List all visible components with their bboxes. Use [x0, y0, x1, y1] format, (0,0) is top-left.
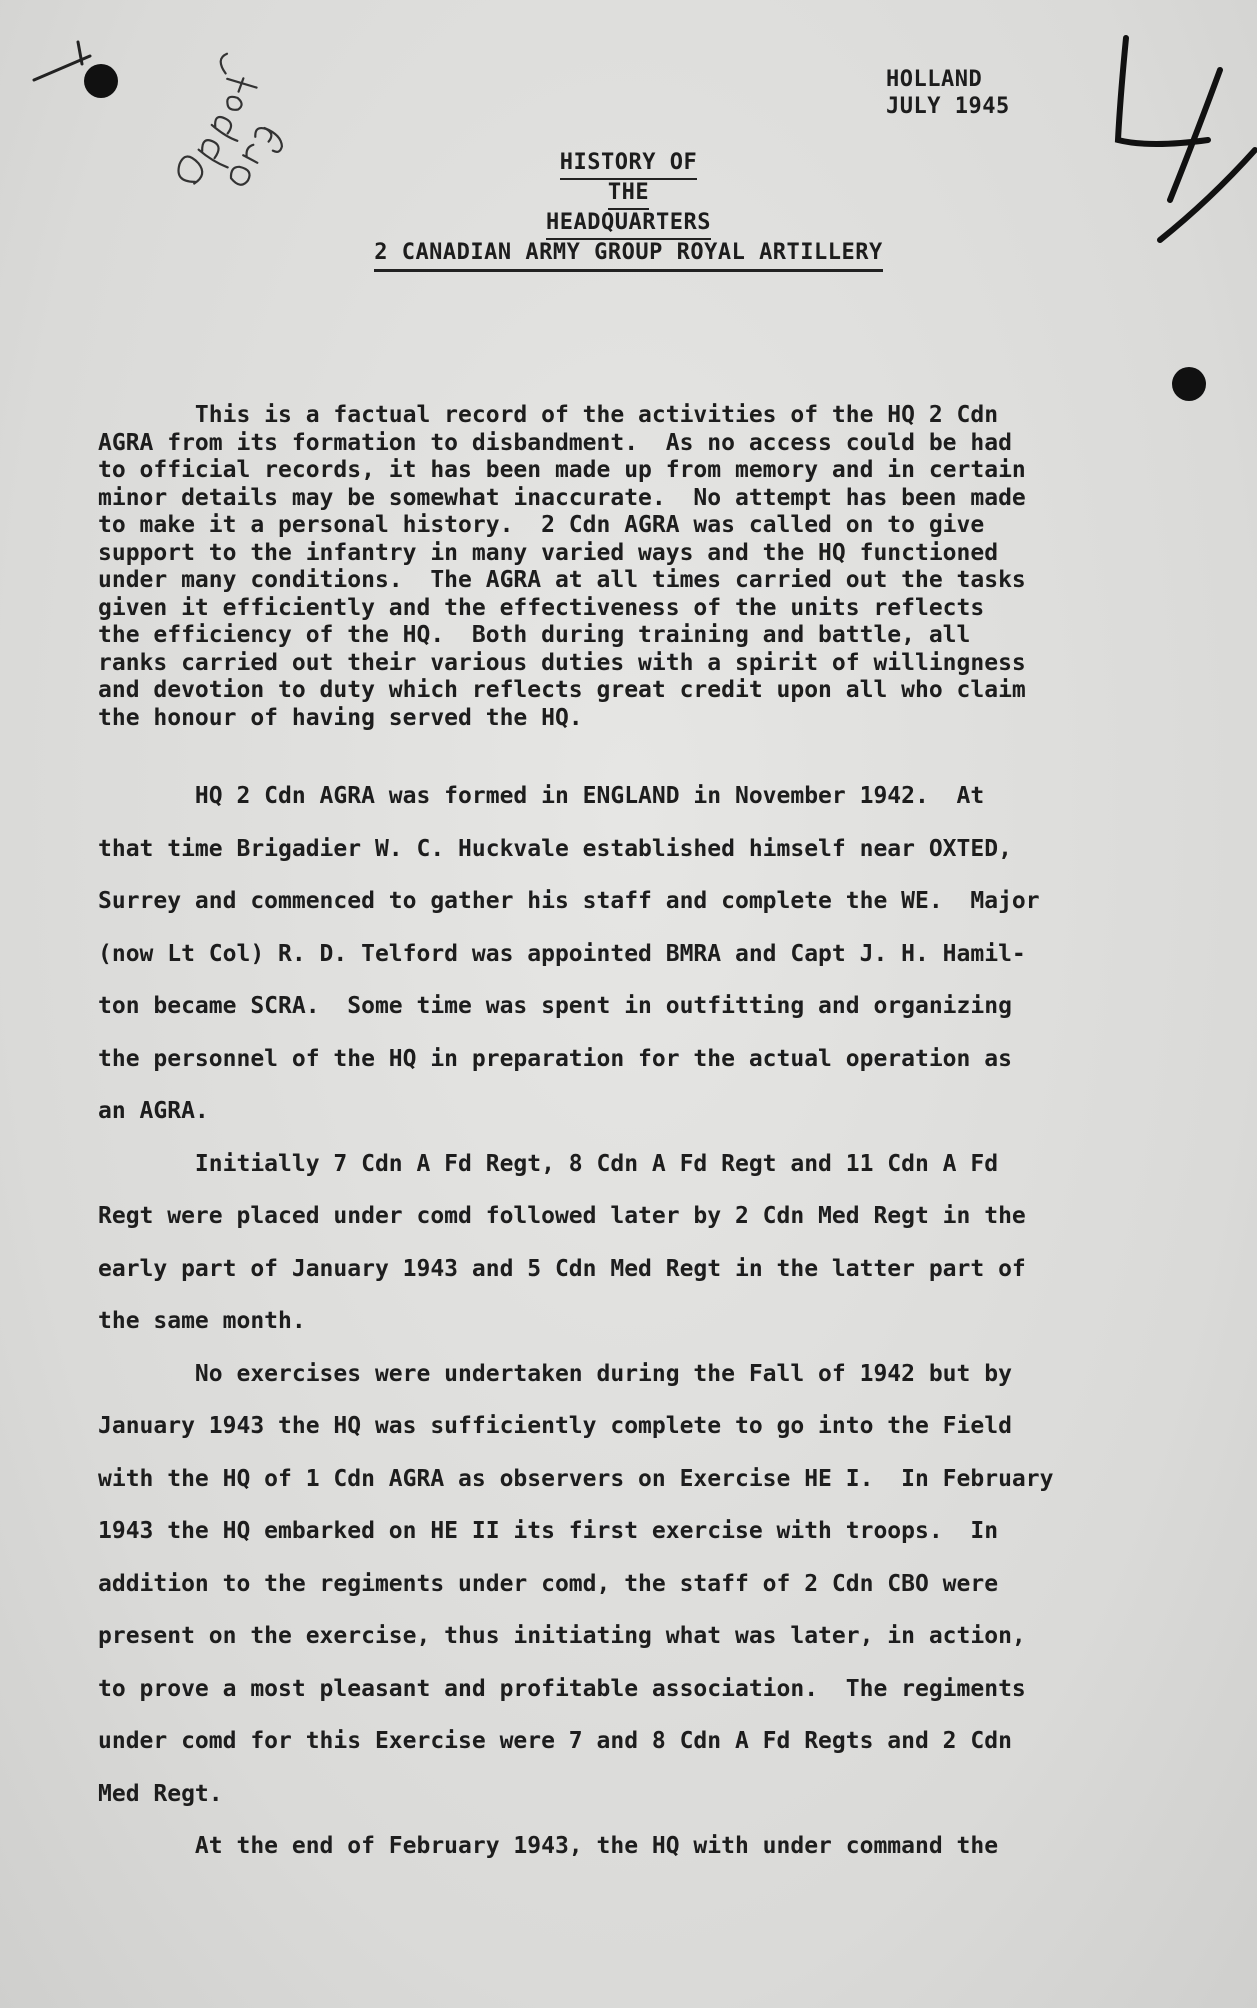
- text-line: This is a factual record of the activities of the HQ 2 Cdn: [98, 402, 999, 428]
- title-line-1: HISTORY OF: [560, 150, 697, 180]
- text-line: and devotion to duty which reflects great credit upon all who claim: [98, 677, 1026, 703]
- text-line: At the end of February 1943, the HQ with under command the: [98, 1833, 999, 1859]
- title-line-2: THE: [608, 180, 649, 210]
- text-line: an AGRA.: [98, 1098, 209, 1124]
- title-line-4: 2 CANADIAN ARMY GROUP ROYAL ARTILLERY: [374, 240, 883, 272]
- text-line: ton became SCRA. Some time was spent in outfitting and organizing: [98, 993, 1012, 1019]
- text-line: under comd for this Exercise were 7 and 8 Cdn A Fd Regts and 2 Cdn: [98, 1728, 1012, 1754]
- text-line: No exercises were undertaken during the Fall of 1942 but by: [98, 1360, 1012, 1387]
- text-line: ranks carried out their various duties with a spirit of willingness: [98, 649, 1026, 676]
- text-line: under many conditions. The AGRA at all times carried out the tasks: [98, 567, 1026, 593]
- text-line: the honour of having served the HQ.: [98, 704, 583, 731]
- text-line: Med Regt.: [98, 1780, 223, 1807]
- text-line: with the HQ of 1 Cdn AGRA as observers on Exercise HE I. In February: [98, 1465, 1054, 1492]
- body-text: [98, 770, 1208, 1873]
- header-location: HOLLAND: [886, 67, 983, 92]
- text-line: 1943 the HQ embarked on HE II its first exercise with troops. In: [98, 1518, 999, 1544]
- text-line: (now Lt Col) R. D. Telford was appointed BMRA and Capt J. H. Hamil-: [98, 940, 1026, 967]
- text-line: Surrey and commenced to gather his staff and complete the WE. Major: [98, 888, 1040, 914]
- text-line: to prove a most pleasant and profitable association. The regiments: [98, 1675, 1026, 1702]
- text-line: January 1943 the HQ was sufficiently complete to go into the Field: [98, 1413, 1012, 1439]
- header-date: JULY 1945: [886, 94, 1010, 119]
- text-line: support to the infantry in many varied ways and the HQ functioned: [98, 539, 999, 566]
- text-line: the same month.: [98, 1308, 306, 1334]
- text-line: to make it a personal history. 2 Cdn AGRA was called on to give: [98, 512, 985, 538]
- text-line: AGRA from its formation to disbandment. As no access could be had: [98, 429, 1012, 456]
- text-line: present on the exercise, thus initiating what was later, in action,: [98, 1623, 1026, 1649]
- text-line: HQ 2 Cdn AGRA was formed in ENGLAND in November 1942. At: [98, 783, 985, 809]
- text-line: given it efficiently and the effectiveness of the units reflects: [98, 594, 985, 621]
- text-line: Regt were placed under comd followed later by 2 Cdn Med Regt in the: [98, 1203, 1026, 1229]
- document-title-block: [0, 150, 1257, 272]
- text-line: the efficiency of the HQ. Both during training and battle, all: [98, 622, 971, 648]
- text-line: Initially 7 Cdn A Fd Regt, 8 Cdn A Fd Regt and 11 Cdn A Fd: [98, 1150, 999, 1177]
- punch-hole-right: [1172, 367, 1206, 401]
- text-line: addition to the regiments under comd, the staff of 2 Cdn CBO were: [98, 1570, 999, 1597]
- text-line: to official records, it has been made up from memory and in certain: [98, 457, 1026, 483]
- title-line-3: HEADQUARTERS: [546, 210, 711, 240]
- text-line: the personnel of the HQ in preparation for the actual operation as: [98, 1045, 1012, 1072]
- intro-paragraph: [98, 402, 1178, 732]
- location-date-header: [886, 66, 1010, 120]
- text-line: early part of January 1943 and 5 Cdn Med Regt in the latter part of: [98, 1255, 1026, 1282]
- text-line: that time Brigadier W. C. Huckvale established himself near OXTED,: [98, 835, 1012, 862]
- text-line: minor details may be somewhat inaccurate. No attempt has been made: [98, 484, 1026, 511]
- pencil-mark-icon: [30, 36, 110, 96]
